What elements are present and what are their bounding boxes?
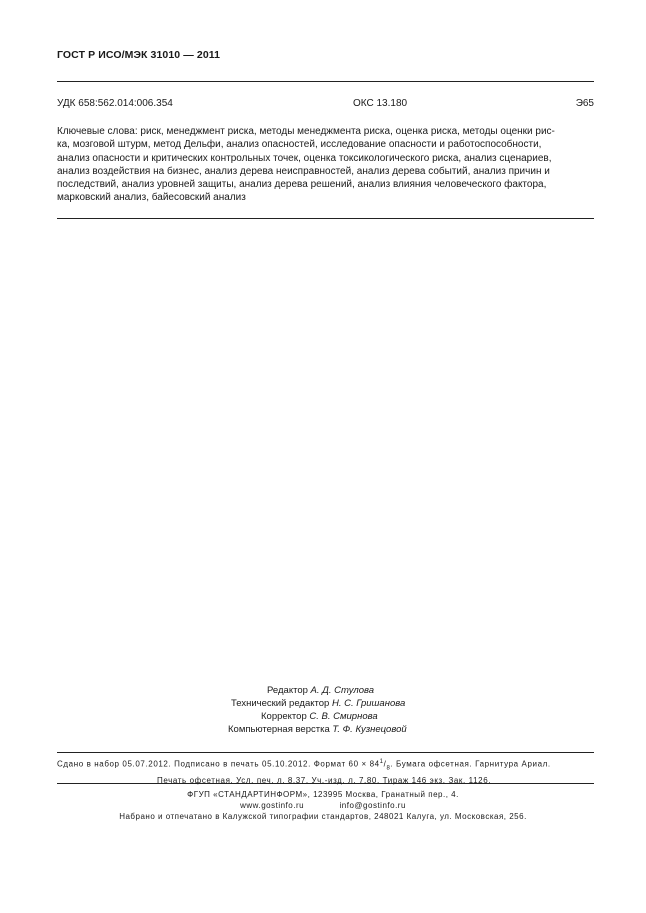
keywords-line: марковский анализ, байесовский анализ <box>57 192 246 204</box>
keywords-divider <box>57 218 594 219</box>
printer-info: Набрано и отпечатано в Калужской типографии стандартов, 248021 Калуга, ул. Московская, 256. <box>119 812 527 821</box>
credits-divider <box>57 752 594 753</box>
publisher-contacts <box>0 800 646 811</box>
group-code: Э65 <box>575 98 594 109</box>
header-divider <box>57 81 594 82</box>
keywords-line: анализ опасности и критических контрольных точек, оценка токсикологического риска, анализ сценариев, <box>57 152 552 164</box>
keywords-line: Ключевые слова: риск, менеджмент риска, методы менеджмента риска, оценка риска, методы оценки рис- <box>57 126 555 137</box>
publisher-website: www.gostinfo.ru <box>240 801 305 810</box>
print-info-divider <box>57 783 594 784</box>
print-info-line-1: Сдано в набор 05.07.2012. Подписано в печать 05.10.2012. Формат $60 \times 84^1/_8$. Бумага офсетная. Гарнитура Ариал. <box>57 759 551 772</box>
keywords-line: последствий, анализ уровней защиты, анализ дерева решений, анализ влияния человеческого фактора, <box>57 179 547 191</box>
credit-person: Т. Ф. Кузнецовой <box>332 724 407 735</box>
publisher-block <box>0 789 646 822</box>
oks-code: ОКС 13.180 <box>353 98 408 109</box>
credit-corrector <box>261 710 378 723</box>
credit-role: Корректор <box>261 711 307 722</box>
publisher-address: ФГУП «СТАНДАРТИНФОРМ», 123995 Москва, Гранатный пер., 4. <box>187 790 459 799</box>
keywords-line: анализ воздействия на бизнес, анализ дерева неисправностей, анализ дерева событий, анализ причин и <box>57 165 550 177</box>
credit-role: Компьютерная верстка <box>228 724 330 735</box>
keywords-line: ка, мозговой штурм, метод Дельфи, анализ опасностей, исследование опасности и работоспособности, <box>57 139 542 151</box>
credit-person: А. Д. Стулова <box>310 685 375 696</box>
print-info-line-2: Печать офсетная. Усл. печ. л. 8,37. Уч.-изд. л. 7,80. Тираж 146 экз. Зак. 1126. <box>157 775 492 785</box>
print-info-block <box>57 757 594 786</box>
credit-tech-editor <box>231 697 405 710</box>
credit-role: Редактор <box>267 685 308 696</box>
credit-person: Н. С. Гришанова <box>331 698 406 709</box>
credit-person: С. В. Смирнова <box>309 711 378 722</box>
keywords-paragraph <box>57 125 594 205</box>
udk-code: УДК 658:562.014:006.354 <box>57 98 173 109</box>
standard-title: ГОСТ Р ИСО/МЭК 31010 — 2011 <box>57 49 221 61</box>
credit-editor <box>267 684 374 697</box>
credit-role: Технический редактор <box>231 698 330 709</box>
credit-layout <box>228 723 407 736</box>
publisher-email: info@gostinfo.ru <box>339 801 406 810</box>
